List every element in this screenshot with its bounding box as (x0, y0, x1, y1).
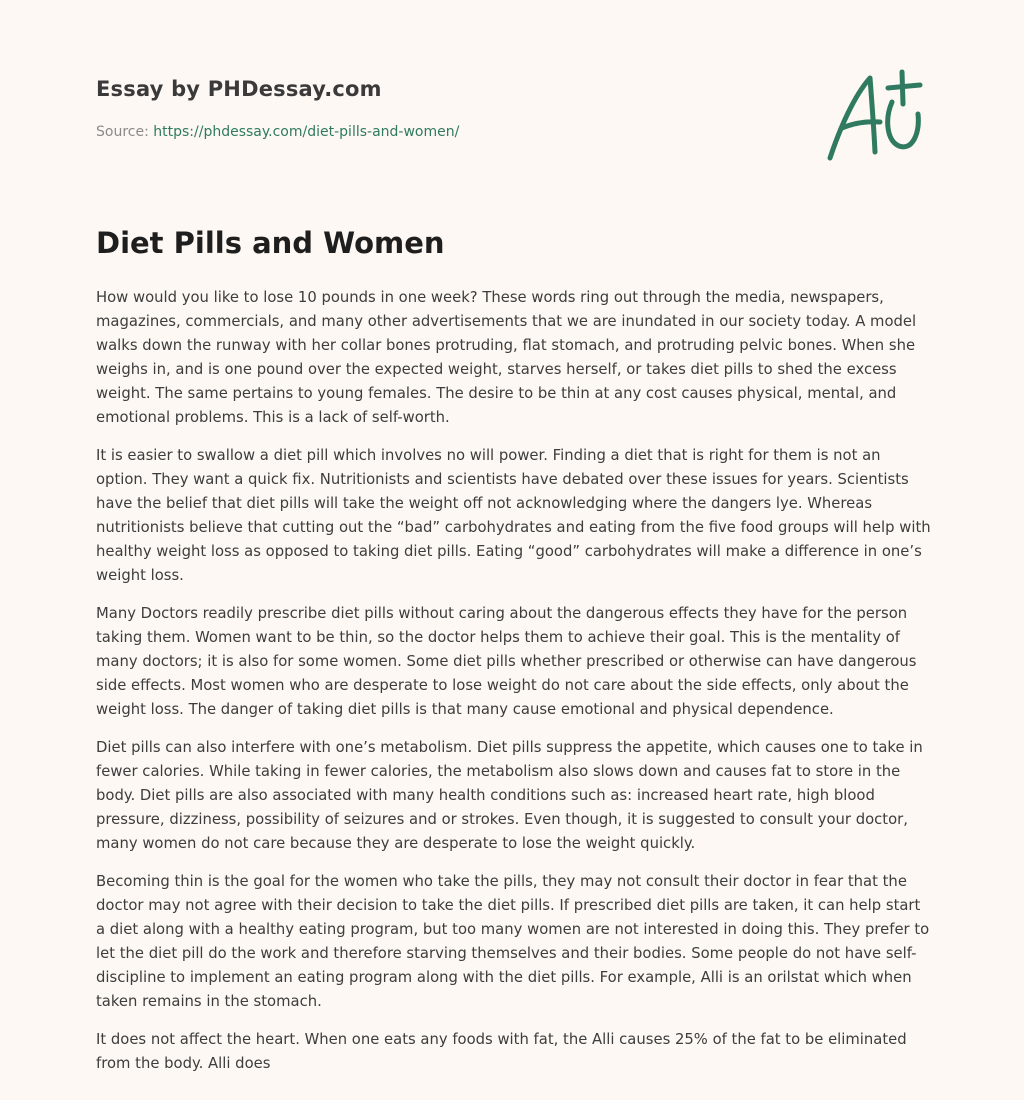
essay-paragraph: Many Doctors readily prescribe diet pills without caring about the dangerous effects they have for the person taking them. Women want to be thin, so the doctor helps them to achieve their goal. This is the mentality of many doctors; it is also for some women. Some diet pills whether prescribed or otherwise can have dangerous side effects. Most women who are desperate to lose weight do not care about the side effects, only about the weight loss. The danger of taking diet pills is that many cause emotional and physical dependence. (96, 605, 917, 718)
essay-paragraph: How would you like to lose 10 pounds in one week? These words ring out through the media, newspapers, magazines, commercials, and many other advertisements that we are inundated in our society today. A model walks down the runway with her collar bones protruding, flat stomach, and protruding pelvic bones. When she weighs in, and is one pound over the expected weight, starves herself, or takes diet pills to shed the excess weight. The same pertains to young females. The desire to be thin at any cost causes physical, mental, and emotional problems. This is a lack of self-worth. (96, 289, 917, 426)
essay-paragraph: It is easier to swallow a diet pill which involves no will power. Finding a diet that is right for them is not an option. They want a quick fix. Nutritionists and scientists have debated over these issues for years. Scientists have the belief that diet pills will take the weight off not acknowledging where the dangers lye. Whereas nutritionists believe that cutting out the “bad” carbohydrates and eating from the five food groups will help with healthy weight loss as opposed to taking diet pills. Eating “good” carbohydrates will make a difference in one’s weight loss. (96, 447, 931, 584)
essay-title: Diet Pills and Women (96, 226, 445, 260)
source-line (96, 124, 459, 140)
source-label: Source: (96, 124, 149, 140)
essay-paragraph: It does not affect the heart. When one eats any foods with fat, the Alli causes 25% of the fat to be eliminated from the body. Alli does (96, 1031, 907, 1072)
a-plus-logo-icon (822, 66, 928, 166)
brand-title: Essay by PHDessay.com (96, 77, 382, 101)
essay-paragraph: Diet pills can also interfere with one’s metabolism. Diet pills suppress the appetite, which causes one to take in fewer calories. While taking in fewer calories, the metabolism also slows down and causes fat to store in the body. Diet pills are also associated with many health conditions such as: increased heart rate, high blood pressure, dizziness, possibility of seizures and or strokes. Even though, it is suggested to consult your doctor, many women do not care because they are desperate to lose the weight quickly. (96, 739, 923, 852)
essay-paragraph: Becoming thin is the goal for the women who take the pills, they may not consult their doctor in fear that the doctor may not agree with their decision to take the diet pills. If prescribed diet pills are taken, it can help start a diet along with a healthy eating program, but too many women are not interested in doing this. They prefer to let the diet pill do the work and therefore starving themselves and their bodies. Some people do not have self-discipline to implement an eating program along with the diet pills. For example, Alli is an orilstat which when taken remains in the stomach. (96, 873, 930, 1010)
essay-body (96, 286, 932, 1090)
source-link[interactable]: https://phdessay.com/diet-pills-and-women/ (153, 124, 460, 140)
